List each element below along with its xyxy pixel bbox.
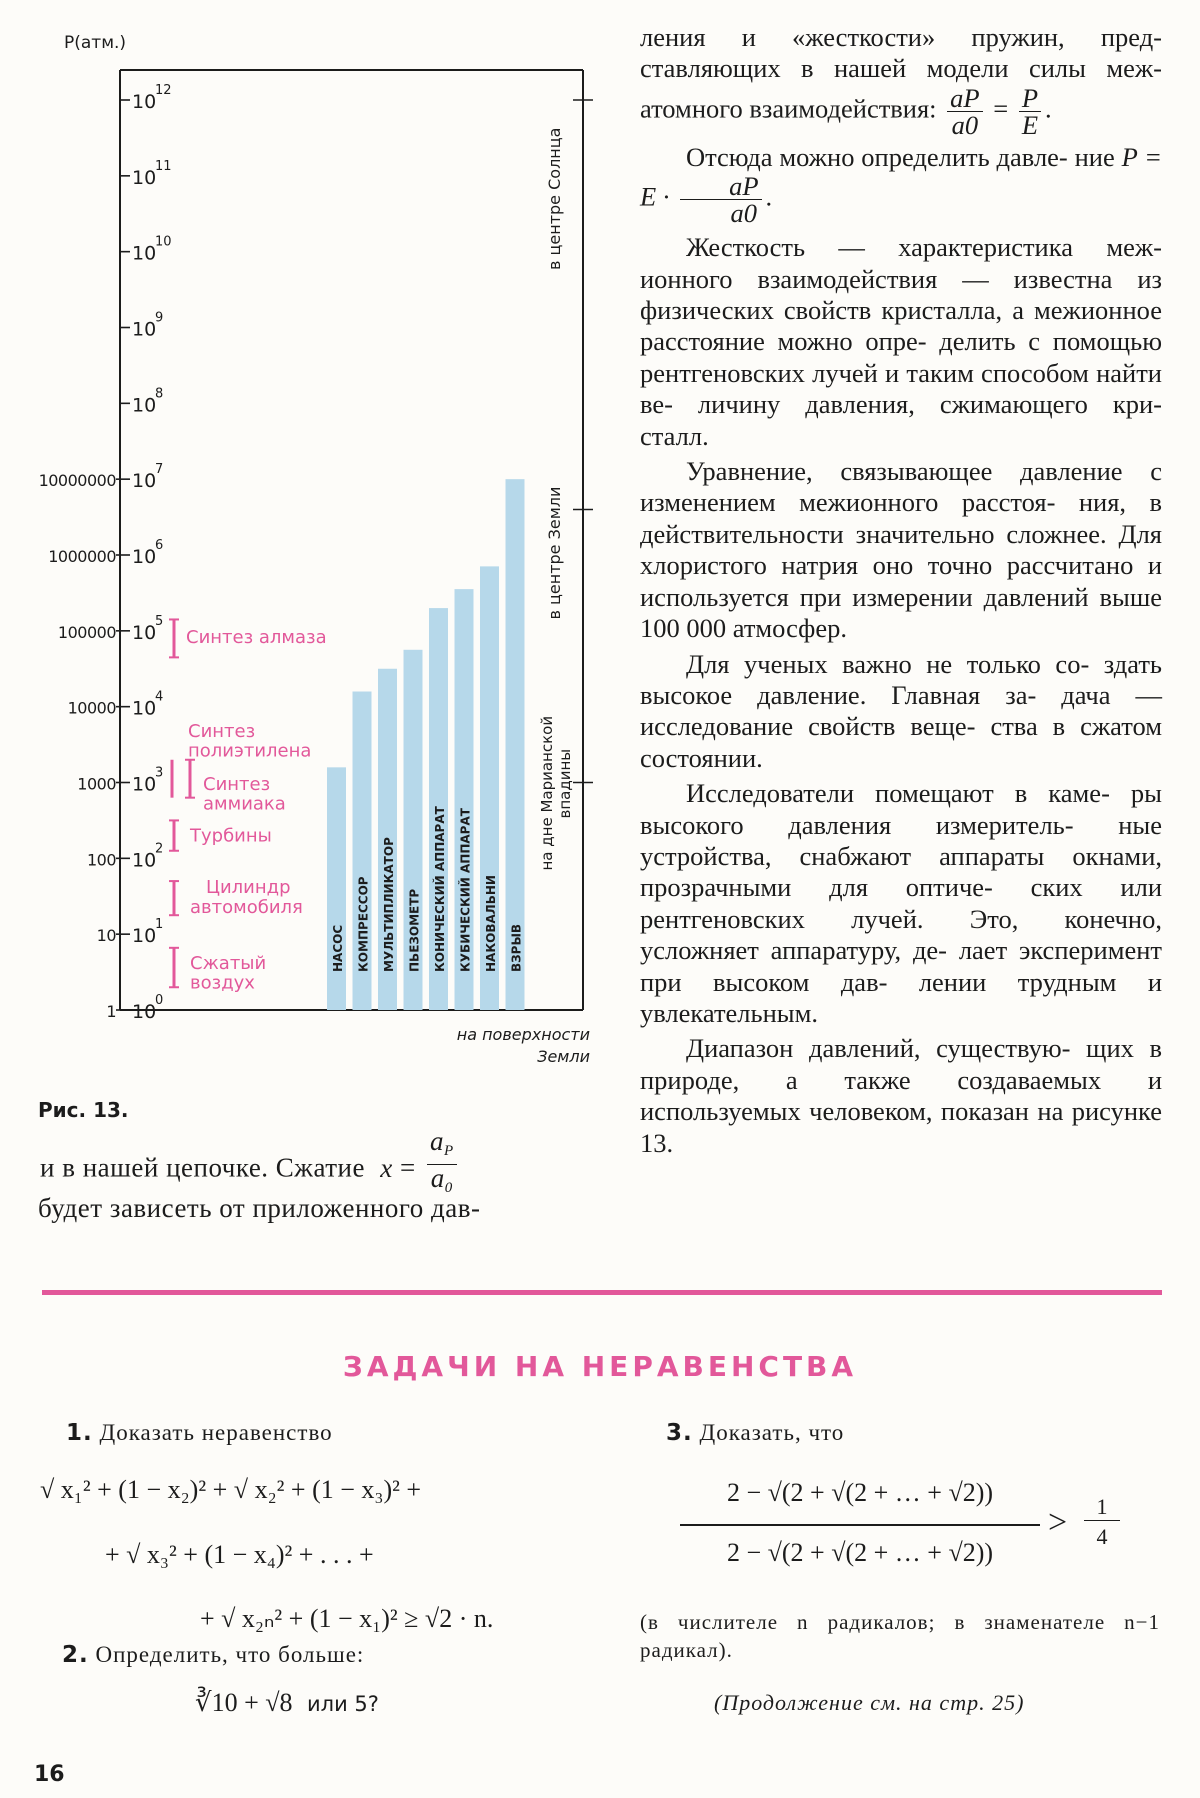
section-title: ЗАДАЧИ НА НЕРАВЕНСТВА [342, 1350, 858, 1383]
range-label: Сжатый [190, 952, 267, 974]
y-tick-left-label: 1000 [77, 774, 116, 794]
p1-frac2-num: P [1019, 85, 1041, 112]
range-label: воздух [190, 972, 255, 994]
y-tick-label: 10 [132, 849, 157, 872]
y-tick-label: 10 [132, 91, 157, 113]
y-tick-label: 10 [132, 394, 157, 417]
problem-2-text: Определить, что больше: [95, 1642, 365, 1667]
bar-label: КУБИЧЕСКИЙ АППАРАТ [458, 808, 473, 972]
paragraph-1 [640, 22, 1162, 138]
problem-3-note: (в числителе n радикалов; в знаменателе n−1 радикал). [640, 1610, 1160, 1662]
paragraph-3: Жесткость — характеристика меж- ионного взаимодействия — известна из физических свойств кристалла, а межионное расстояние можно опре- делить с помощью рентгеновских лучей и таким способом найти ве- личину давления, сжимающего кри- сталл. [640, 232, 1162, 451]
y-tick-exponent: 12 [155, 83, 172, 98]
range-label: Синтез [203, 774, 271, 796]
paragraph-2 [640, 141, 1163, 229]
problem-3-rhs-den: 4 [1096, 1524, 1108, 1549]
y-tick-exponent: 2 [155, 841, 164, 857]
problem-3-rhs-num: 1 [1084, 1494, 1120, 1521]
y-tick-left-label: 10 [96, 926, 116, 946]
range-label: полиэтилена [188, 740, 312, 762]
paragraph-7: Диапазон давлений, существую- щих в природе, а также создаваемых и используемых человеком, показан на рисунке 13. [640, 1033, 1162, 1158]
continuation-note: (Продолжение см. на стр. 25) [714, 1690, 1025, 1715]
y-tick-label: 10 [132, 318, 157, 341]
left-text-line-1 [40, 1126, 600, 1196]
right-axis-label: Земли [537, 1047, 590, 1066]
right-axis-label: в центре Земли [545, 486, 564, 620]
problem-1-statement [66, 1420, 333, 1446]
paragraph-5: Для ученых важно не только со- здать высокое давление. Главная за- дача — исследование свойств веще- ства в сжатом состоянии. [640, 648, 1162, 773]
y-axis-label: P(атм.) [64, 33, 127, 53]
problem-3-denominator: 2 − √(2 + √(2 + … + √2)) [726, 1538, 994, 1567]
y-tick-label: 10 [132, 697, 157, 720]
range-label: автомобиля [190, 896, 303, 918]
problem-1-line-2: + √ x₃² + (1 − x₄)² + . . . + [105, 1540, 374, 1569]
problem-2-expression [195, 1688, 379, 1718]
y-tick-left-label: 100000 [57, 622, 116, 642]
y-tick-label: 10 [132, 546, 157, 568]
problem-1-line-3: + √ x₂ₙ² + (1 − x₁)² ≥ √2 · n. [200, 1604, 494, 1633]
problem-1-text: Доказать неравенство [99, 1420, 333, 1445]
figure-caption: Рис. 13. [38, 1098, 129, 1122]
p1-fraction-2 [1019, 82, 1041, 140]
bar-label: НАКОВАЛЬНИ [484, 875, 498, 972]
y-tick-label: 10 [132, 925, 157, 948]
p1-text: ления и «жесткости» пружин, пред- ставляющих в нашей модели силы меж- атомного взаимодействия: [640, 22, 1162, 124]
left-frac-den-sub: 0 [444, 1180, 453, 1196]
problem-3-text: Доказать, что [699, 1420, 845, 1445]
y-tick-exponent: 9 [155, 310, 164, 326]
problem-3-numerator: 2 − √(2 + √(2 + … + √2)) [726, 1478, 994, 1507]
paragraph-6: Исследователи помещают в каме- ры высокого давления измеритель- ные устройства, снабжают аппараты окнами, прозрачными для оптиче- ских или рентгеновских лучей. Это, конечно, усложняет аппаратуру, де- лает эксперимент при высоком дав- лении трудным и увлекательным. [640, 778, 1162, 1028]
y-tick-exponent: 3 [155, 765, 164, 781]
y-tick-label: 10 [132, 242, 157, 265]
left-frac-num-sub: P [443, 1143, 454, 1159]
pressure-chart [0, 0, 620, 1110]
p2-frac-num: aP [680, 173, 761, 200]
left-text-eq: = [399, 1152, 416, 1183]
bar [327, 767, 346, 1010]
left-frac-num: a [429, 1126, 444, 1156]
left-text-line-2: будет зависеть от приложенного дав- [38, 1193, 481, 1223]
p1-fraction-1 [947, 82, 982, 140]
right-axis-label: на дне Марианской [538, 715, 556, 871]
y-tick-exponent: 11 [155, 158, 172, 174]
y-tick-left-label: 10000 [67, 698, 116, 718]
problem-3-statement [666, 1420, 844, 1446]
problem-3-fraction-bar [680, 1524, 1040, 1526]
p1-frac2-den: E [1021, 109, 1038, 140]
right-axis-label: впадины [556, 748, 574, 819]
p2-frac-den: a0 [730, 198, 758, 229]
y-tick-exponent: 4 [155, 689, 164, 705]
y-tick-exponent: 8 [155, 386, 164, 402]
problem-1-number: 1. [66, 1420, 93, 1446]
bar-label: НАСОС [331, 924, 345, 972]
y-tick-left-label: 1 [106, 1002, 116, 1021]
range-label: Синтез алмаза [186, 626, 327, 648]
p1-frac1-den: a0 [951, 109, 979, 140]
problem-3-number: 3. [666, 1420, 693, 1446]
p1-frac1-num: aP [947, 85, 982, 112]
range-label: Турбины [190, 825, 272, 847]
p2-end: . [765, 181, 773, 212]
problem-3-gt: > [1048, 1504, 1068, 1541]
y-tick-label: 10 [132, 621, 157, 644]
left-text-var: x [380, 1152, 393, 1183]
left-text-before: и в нашей цепочке. Сжатие [40, 1152, 365, 1183]
y-tick-label: 10 [132, 773, 157, 796]
bar-label: МУЛЬТИПЛИКАТОР [382, 837, 396, 972]
bar-label: КОМПРЕССОР [356, 876, 371, 972]
y-tick-exponent: 5 [155, 613, 164, 629]
y-tick-exponent: 1 [155, 917, 164, 933]
y-tick-left-label: 1000000 [48, 547, 116, 566]
bar-label: ПЬЕЗОМЕТР [407, 888, 422, 972]
bar-label: ВЗРЫВ [509, 923, 524, 972]
p1-end: . [1045, 93, 1052, 124]
y-tick-left-label: 100 [86, 850, 116, 870]
paragraph-4: Уравнение, связывающее давление с изменением межионного расстоя- ния, в действительности значительно сложнее. Для хлористого натрия оно точно рассчитано и используется при измерении давлений выше 100 000 атмосфер. [640, 456, 1162, 644]
right-axis-label: на поверхности [456, 1025, 590, 1044]
section-divider [42, 1290, 1162, 1295]
p1-eq: = [993, 93, 1009, 124]
right-column-text [640, 22, 1162, 1159]
figure-13 [0, 0, 620, 1110]
y-tick-exponent: 7 [155, 462, 164, 478]
range-label: Синтез [188, 720, 256, 742]
y-tick-label: 10 [132, 470, 157, 493]
problem-3-formula [680, 1478, 1140, 1588]
problem-2-statement [62, 1642, 364, 1668]
range-label: аммиака [203, 793, 286, 815]
left-frac-den: a [430, 1163, 445, 1193]
y-tick-exponent: 6 [155, 538, 164, 553]
problem-1-line-1: √ x₁² + (1 − x₂)² + √ x₂² + (1 − x₃)² + [40, 1475, 422, 1504]
y-tick-exponent: 10 [155, 234, 172, 250]
p2-text: Отсюда можно определить давле- ние [686, 141, 1115, 172]
right-axis-label: в центре Солнца [545, 127, 564, 270]
bar-label: КОНИЧЕСКИЙ АППАРАТ [433, 806, 447, 972]
problem-2-expr: ∛10 + √8 [195, 1688, 293, 1717]
problem-2-tail: или 5? [307, 1692, 379, 1716]
page-number: 16 [34, 1762, 65, 1787]
range-label: Цилиндр [206, 877, 291, 899]
y-tick-label: 10 [132, 1001, 157, 1023]
problem-2-number: 2. [62, 1642, 89, 1668]
p2-fraction [680, 171, 761, 229]
p2-formula: P = E · [640, 141, 1163, 212]
y-tick-label: 10 [132, 166, 157, 189]
y-tick-exponent: 0 [155, 993, 164, 1008]
y-tick-left-label: 10000000 [38, 471, 116, 491]
